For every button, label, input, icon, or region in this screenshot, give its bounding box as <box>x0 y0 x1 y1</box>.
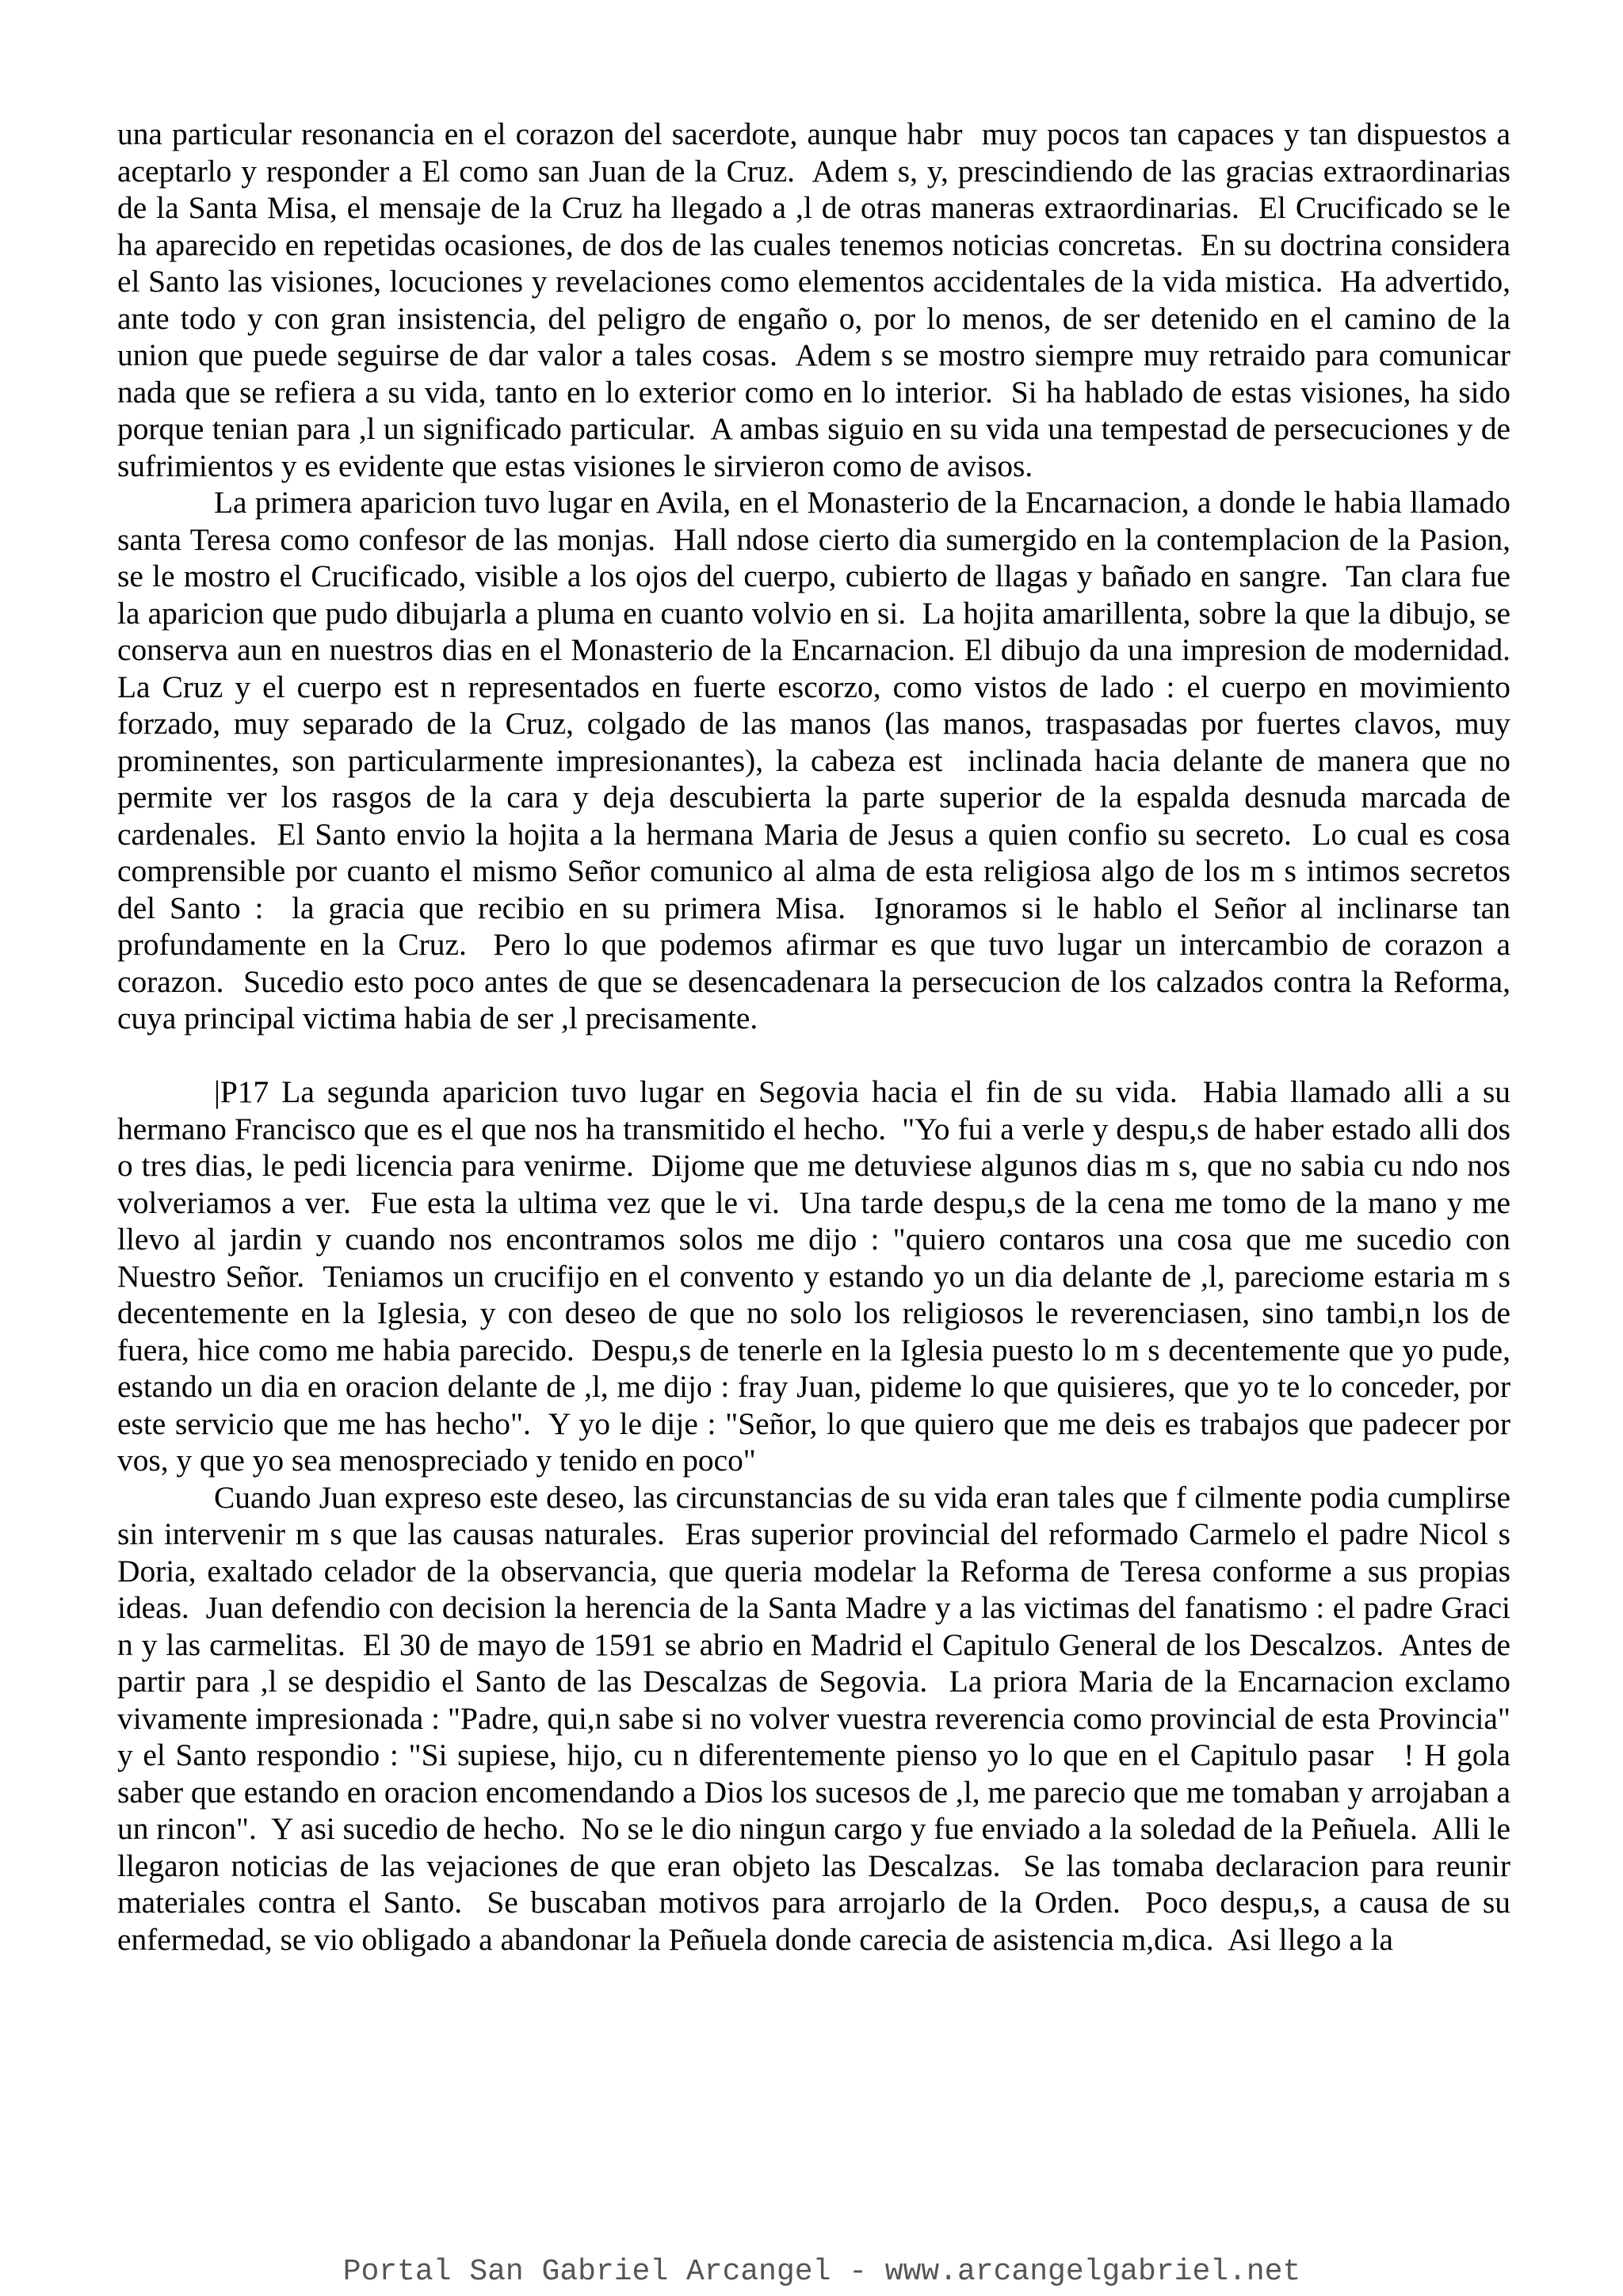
document-body <box>117 116 1526 1958</box>
paragraph-4: Cuando Juan expreso este deseo, las circunstancias de su vida eran tales que f cilmente podia cumplirse sin intervenir m s que las causas naturales. Eras superior provincial del reformado Carmelo el padre Nicol s Doria, exaltado celador de la observancia, que queria modelar la Reforma de Teresa conforme a sus propias ideas. Juan defendio con decision la herencia de la Santa Madre y a las victimas del fanatismo : el padre Graci n y las carmelitas. El 30 de mayo de 1591 se abrio en Madrid el Capitulo General de los Descalzos. Antes de partir para ,l se despidio el Santo de las Descalzas de Segovia. La priora Maria de la Encarnacion exclamo vivamente impresionada : "Padre, qui,n sabe si no volver vuestra reverencia como provincial de esta Provincia" y el Santo respondio : "Si supiese, hijo, cu n diferentemente pienso yo lo que en el Capitulo pasar ! H gola saber que estando en oracion encomendando a Dios los sucesos de ,l, me parecio que me tomaban y arrojaban a un rincon". Y asi sucedio de hecho. No se le dio ningun cargo y fue enviado a la soledad de la Peñuela. Alli le llegaron noticias de las vejaciones de que eran objeto las Descalzas. Se las tomaba declaracion para reunir materiales contra el Santo. Se buscaban motivos para arrojarlo de la Orden. Poco despu,s, a causa de su enfermedad, se vio obligado a abandonar la Peñuela donde carecia de asistencia m,dica. Asi llego a la <box>117 1479 1518 1957</box>
paragraph-2: La primera aparicion tuvo lugar en Avila, en el Monasterio de la Encarnacion, a donde le habia llamado santa Teresa como confesor de las monjas. Hall ndose cierto dia sumergido en la contemplacion de la Pasion, se le mostro el Crucificado, visible a los ojos del cuerpo, cubierto de llagas y bañado en sangre. Tan clara fue la aparicion que pudo dibujarla a pluma en cuanto volvio en si. La hojita amarillenta, sobre la que la dibujo, se conserva aun en nuestros dias en el Monasterio de la Encarnacion. El dibujo da una impresion de modernidad. La Cruz y el cuerpo est n representados en fuerte escorzo, como vistos de lado : el cuerpo en movimiento forzado, muy separado de la Cruz, colgado de las manos (las manos, traspasadas por fuertes clavos, muy prominentes, son particularmente impresionantes), la cabeza est inclinada hacia delante de manera que no permite ver los rasgos de la cara y deja descubierta la parte superior de la espalda desnuda marcada de cardenales. El Santo envio la hojita a la hermana Maria de Jesus a quien confio su secreto. Lo cual es cosa comprensible por cuanto el mismo Señor comunico al alma de esta religiosa algo de los m s intimos secretos del Santo : la gracia que recibio en su primera Misa. Ignoramos si le hablo el Señor al inclinarse tan profundamente en la Cruz. Pero lo que podemos afirmar es que tuvo lugar un intercambio de corazon a corazon. Sucedio esto poco antes de que se desencadenara la persecucion de los calzados contra la Reforma, cuya principal victima habia de ser ,l precisamente. <box>117 485 1526 1035</box>
paragraph-1: una particular resonancia en el corazon del sacerdote, aunque habr muy pocos tan capaces y tan dispuestos a aceptarlo y responder a El como san Juan de la Cruz. Adem s, y, prescindiendo de las gracias extraordinarias de la Santa Misa, el mensaje de la Cruz ha llegado a ,l de otras maneras extraordinarias. El Crucificado se le ha aparecido en repetidas ocasiones, de dos de las cuales tenemos noticias concretas. En su doctrina considera el Santo las visiones, locuciones y revelaciones como elementos accidentales de la vida mistica. Ha advertido, ante todo y con gran insistencia, del peligro de engaño o, por lo menos, de ser detenido en el camino de la union que puede seguirse de dar valor a tales cosas. Adem s se mostro siempre muy retraido para comunicar nada que se refiera a su vida, tanto en lo exterior como en lo interior. Si ha hablado de estas visiones, ha sido porque tenian para ,l un significado particular. A ambas siguio en su vida una tempestad de persecuciones y de sufrimientos y es evidente que estas visiones le sirvieron como de avisos. <box>117 116 1518 483</box>
paragraph-3: |P17 La segunda aparicion tuvo lugar en Segovia hacia el fin de su vida. Habia llamado alli a su hermano Francisco que es el que nos ha transmitido el hecho. "Yo fui a verle y despu,s de haber estado alli dos o tres dias, le pedi licencia para venirme. Dijome que me detuviese algunos dias m s, que no sabia cu ndo nos volveriamos a ver. Fue esta la ultima vez que le vi. Una tarde despu,s de la cena me tomo de la mano y me llevo al jardin y cuando nos encontramos solos me dijo : "quiero contaros una cosa que me sucedio con Nuestro Señor. Teniamos un crucifijo en el convento y estando yo un dia delante de ,l, pareciome estaria m s decentemente en la Iglesia, y con deseo de que no solo los religiosos le reverenciasen, sino tambi,n los de fuera, hice como me habia parecido. Despu,s de tenerle en la Iglesia puesto lo m s decentemente que yo pude, estando un dia en oracion delante de ,l, me dijo : fray Juan, pideme lo que quisieres, que yo te lo conceder, por este servicio que me has hecho". Y yo le dije : "Señor, lo que quiero que me deis es trabajos que padecer por vos, y que yo sea menospreciado y tenido en poco" <box>117 1074 1518 1478</box>
page-footer: Portal San Gabriel Arcangel - www.arcangelgabriel.net <box>342 2255 1301 2289</box>
